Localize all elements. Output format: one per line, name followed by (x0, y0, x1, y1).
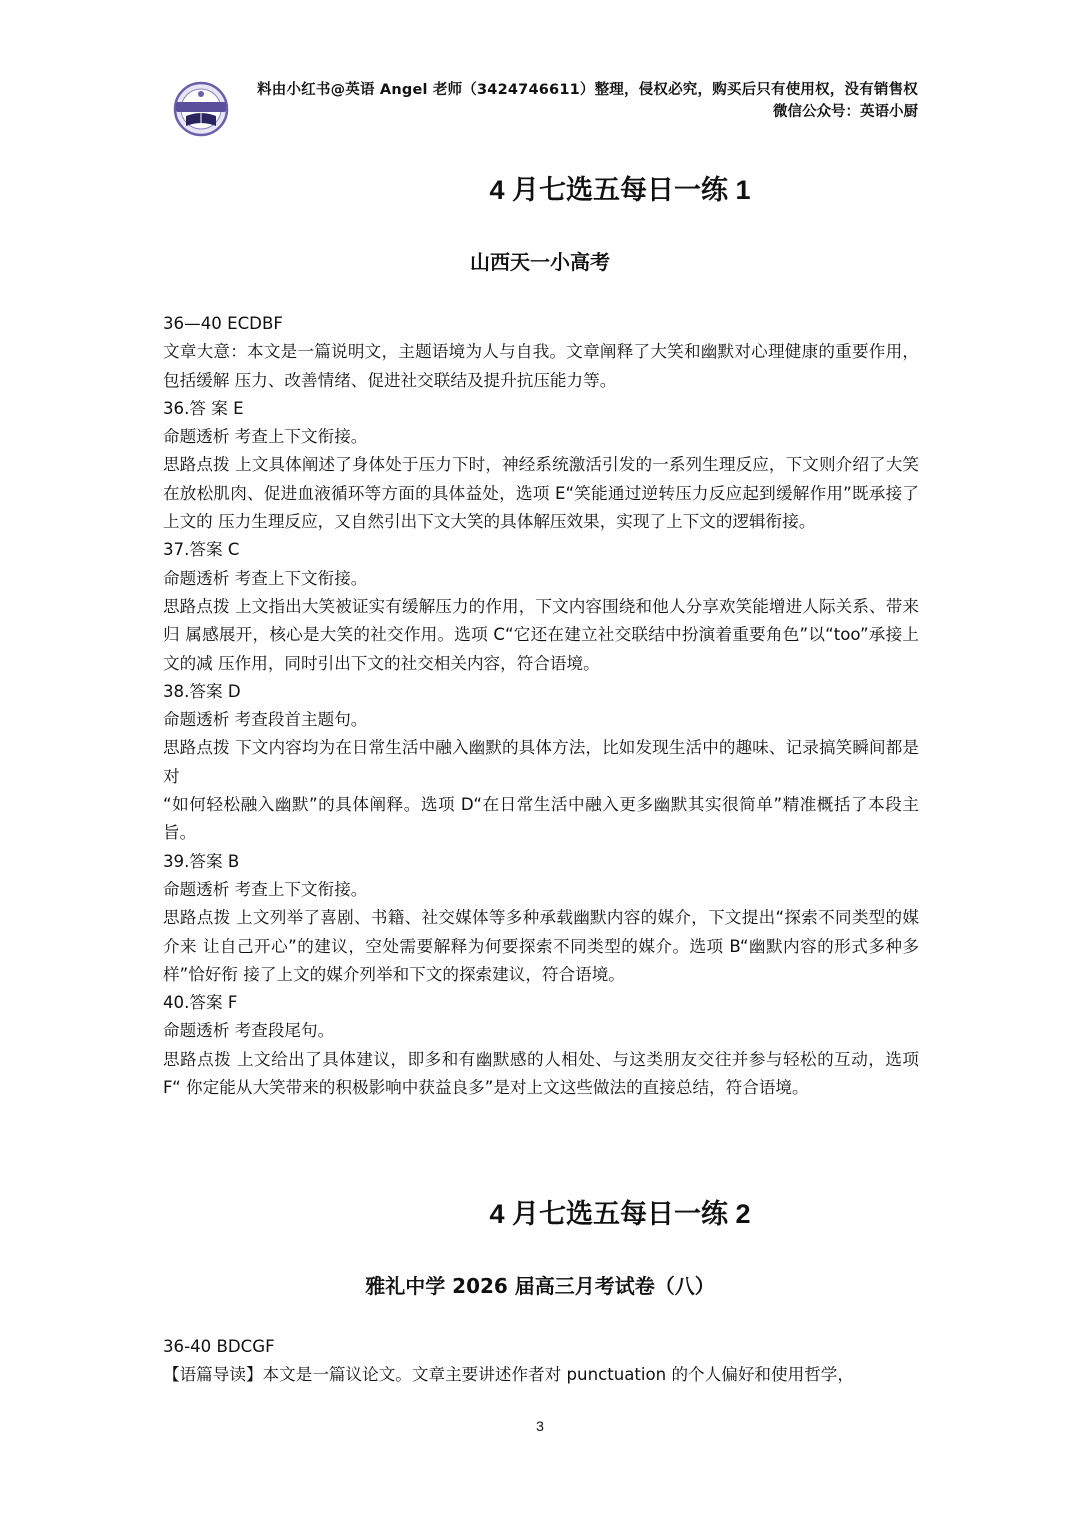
paragraph: 思路点拨 上文指出大笑被证实有缓解压力的作用，下文内容围绕和他人分享欢笑能增进人际关系、带来归 属感展开，核心是大笑的社交作用。选项 C“它还在建立社交联结中扮演着重要角色”以“too”承接上文的减 压作用，同时引出下文的社交相关内容，符合语境。 (163, 596, 919, 673)
answer-key: 36-40 BDCGF (163, 1337, 275, 1356)
section2-body (163, 1333, 919, 1390)
paragraph: 思路点拨 上文具体阐述了身体处于压力下时，神经系统激活引发的一系列生理反应，下文则介绍了大笑在放松肌肉、促进血液循环等方面的具体益处，选项 E“笑能通过逆转压力反应起到缓解作用”既承接了上文的 压力生理反应，又自然引出下文大笑的具体解压效果，实现了上下文的逻辑衔接。 (163, 455, 919, 532)
paragraph: 命题透析 考查段首主题句。 (163, 710, 368, 730)
paragraph: “如何轻松融入幽默”的具体阐释。选项 D“在日常生活中融入更多幽默其实很简单”精准概括了本段主旨。 (163, 795, 919, 843)
header-copyright: 料由小红书@英语 Angel 老师（3424746611）整理，侵权必究，购买后只有使用权，没有销售权 (257, 82, 918, 98)
answer-heading: 36.答 案 E (163, 398, 244, 418)
paragraph: 命题透析 考查上下文衔接。 (163, 568, 368, 588)
page-header (170, 78, 918, 138)
section1-body (163, 310, 919, 1102)
answer-heading: 37.答案 C (163, 540, 240, 560)
paragraph: 【语篇导读】本文是一篇议论文。文章主要讲述作者对 punctuation 的个人偏好和使用哲学， (163, 1365, 854, 1385)
paragraph: 命题透析 考查上下文衔接。 (163, 879, 368, 899)
header-wechat: 微信公众号：英语小厨 (773, 104, 918, 120)
paragraph: 命题透析 考查上下文衔接。 (163, 427, 368, 447)
section2-title: 4 月七选五每日一练 2 (489, 1199, 751, 1229)
section1-subtitle: 山西天一小高考 (470, 250, 610, 274)
answer-heading: 39.答案 B (163, 851, 240, 871)
paragraph: 思路点拨 上文列举了喜剧、书籍、社交媒体等多种承载幽默内容的媒介，下文提出“探索不同类型的媒介来 让自己开心”的建议，空处需要解释为何要探索不同类型的媒介。选项 B“幽默内容的形式多种多样”恰好衔 接了上文的媒介列举和下文的探索建议，符合语境。 (163, 908, 919, 984)
paragraph: 文章大意：本文是一篇说明文，主题语境为人与自我。文章阐释了大笑和幽默对心理健康的重要作用，包括缓解 压力、改善情绪、促进社交联结及提升抗压能力等。 (163, 342, 919, 390)
logo-icon (170, 80, 232, 138)
paragraph: 思路点拨 下文内容均为在日常生活中融入幽默的具体方法，比如发现生活中的趣味、记录搞笑瞬间都是对 (163, 738, 919, 786)
section1-title: 4 月七选五每日一练 1 (489, 175, 751, 205)
answer-heading: 38.答案 D (163, 681, 241, 701)
paragraph: 思路点拨 上文给出了具体建议，即多和有幽默感的人相处、与这类朋友交往并参与轻松的互动，选项 F“ 你定能从大笑带来的积极影响中获益良多”是对上文这些做法的直接总结，符合语境。 (163, 1049, 919, 1098)
answer-heading: 40.答案 F (163, 993, 238, 1013)
section2-subtitle: 雅礼中学 2026 届高三月考试卷（八） (365, 1274, 715, 1298)
paragraph: 命题透析 考查段尾句。 (163, 1021, 335, 1041)
page-number: 3 (536, 1418, 544, 1434)
answer-key: 36—40 ECDBF (163, 314, 283, 333)
